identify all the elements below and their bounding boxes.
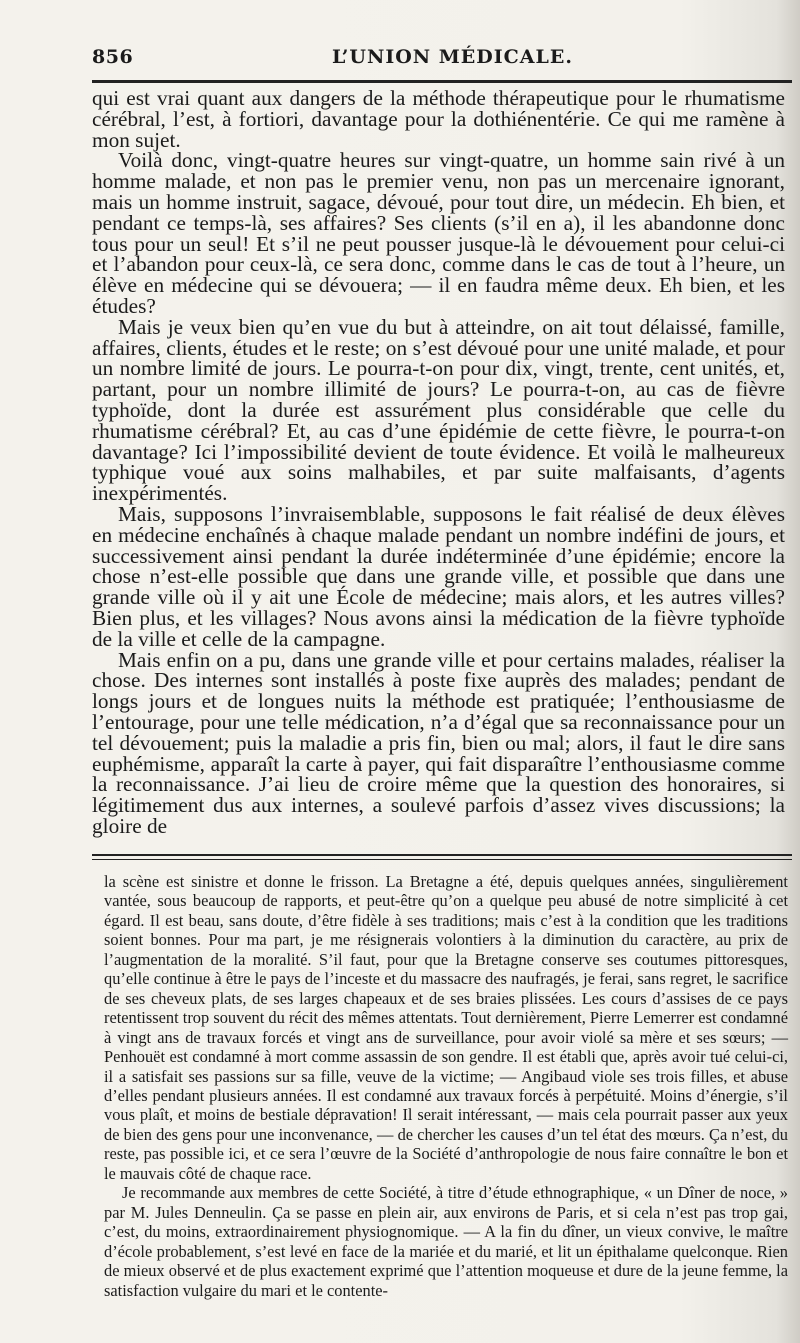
feuilleton-paragraph: Je recommande aux membres de cette Société, à titre d’étude ethnographique, « un Dîner de noce, » par M. Jules Denneulin. Ça se passe en plein air, aux environs de Paris, et si cela n’est pas trop gai, c’est, du moins, extraordinairement physiognomique. — A la fin du dîner, un vieux convive, le maître d’école probablement, s’est levé en face de la mariée et du marié, et lit un épithalame quelconque. Rien de mieux observé et de plus exactement exprimé que l’attention moqueuse et dure de la jeune femme, la satisfaction vulgaire du mari et le contente- xyxy=(104,1183,788,1300)
page-number: 856 xyxy=(92,46,134,68)
main-paragraph: Mais je veux bien qu’en vue du but à atteindre, on ait tout délaissé, famille, affaires, clients, études et le reste; on s’est dévoué pour une unité malade, et pour un nombre limité de jours. Le pourra-t-on pour dix, vingt, trente, cent unités, et, partant, pour un nombre illimité de jours? Le pourra-t-on, au cas de fièvre typhoïde, dont la durée est assurément plus considérable que celle du rhumatisme cérébral? Et, au cas d’une épidémie de cette fièvre, le pourra-t-on davantage? Ici l’impossibilité devient de toute évidence. Et voilà le malheureux typhique voué aux soins malhabiles, et par suite malfaisants, d’agents inexpérimentés. xyxy=(92,314,785,506)
main-paragraph: Mais enfin on a pu, dans une grande ville et pour certains malades, réaliser la chose. Des internes sont installés à poste fixe auprès des malades; pendant de longs jours et de longues nuits la méthode est pratiquée; l’enthousiasme de l’entourage, pour une telle médication, n’a d’égal que sa reconnaissance pour un tel dévouement; puis la maladie a pris fin, bien ou mal; alors, il faut le dire sans euphémisme, apparaît la carte à payer, qui fait disparaître l’enthousiasme comme la reconnaissance. J’ai lieu de croire même que la question des honoraires, si légitimement dus aux internes, a soulevé parfois d’assez vives discussions; la gloire de xyxy=(92,647,785,838)
running-title: L’UNION MÉDICALE. xyxy=(332,46,573,68)
footnote-separator-thin xyxy=(92,859,792,860)
footnote-separator xyxy=(92,854,792,856)
main-paragraph: Mais, supposons l’invraisemblable, supposons le fait réalisé de deux élèves en médecine enchaînés à chaque malade pendant un nombre indéfini de jours, et successivement ainsi pendant la durée indéterminée d’une épidémie; encore la chose n’est-elle possible que dans une grande ville, et possible que dans une grande ville où il y ait une École de médecine; mais alors, et les autres villes? Bien plus, et les villages? Nous avons ainsi la médication de la fièvre typhoïde de la ville et celle de la campagne. xyxy=(92,501,785,651)
main-text xyxy=(92,88,785,837)
feuilleton-text xyxy=(104,872,788,1300)
main-paragraph: Voilà donc, vingt-quatre heures sur vingt-quatre, un homme sain rivé à un homme malade, et non pas le premier venu, non pas un mercenaire ignorant, mais un homme instruit, sagace, dévoué, pour tout dire, un médecin. Eh bien, et pendant ce temps-là, ses affaires? Ses clients (s’il en a), il les abandonne donc tous pour un seul! Et s’il ne peut pousser jusque-là le dévouement pour celui-ci et l’abandon pour ceux-là, ce sera donc, comme dans le cas de tout à l’heure, un élève en médecine qui se dévouera; — il en faudra même deux. Eh bien, et les études? xyxy=(92,148,785,318)
main-paragraph: qui est vrai quant aux dangers de la méthode thérapeutique pour le rhumatisme cérébral, l’est, à fortiori, davantage pour la dothiénentérie. Ce qui me ramène à mon sujet. xyxy=(92,86,785,152)
feuilleton-paragraph: la scène est sinistre et donne le frisson. La Bretagne a été, depuis quelques années, singulièrement vantée, sous beaucoup de rapports, et peut-être qu’on a quelque peu abusé de notre simplicité à cet égard. Il est beau, sans doute, d’être fidèle à ses traditions; mais c’est à la condition que les traditions soient bonnes. Pour ma part, je me résignerais volontiers à la diminution du caractère, au prix de l’augmentation de la moralité. S’il faut, pour que la Bretagne conserve ses coutumes pittoresques, qu’elle continue à être le pays de l’inceste et du massacre des naufragés, je ferai, sans regret, le sacrifice de ses cheveux plats, de ses larges chapeaux et de ses braies plissées. Les cours d’assises de ce pays retentissent trop souvent du récit des mêmes attentats. Tout dernièrement, Pierre Lemerrer est condamné à vingt ans de travaux forcés et vingt ans de surveillance, pour avoir violé sa mère et ses sœurs; — Penhouët est condamné à mort comme assassin de son gendre. Il est établi que, après avoir tué celui-ci, il a satisfait ses passions sur sa fille, veuve de la victime; — Angibaud viole ses trois filles, et abuse d’elles pendant plusieurs années. Il est condamné aux travaux forcés à perpétuité. Moins d’énergie, s’il vous plaît, et moins de bestiale dépravation! Il serait intéressant, — mais cela pourrait passer aux yeux de bien des gens pour une inconvenance, — de chercher les causes d’un tel état des mœurs. Ça n’est, du reste, pas possible ici, et ce sera l’œuvre de la Société d’anthropologie de nous faire connaître le bon et le mauvais côté de chaque race. xyxy=(104,872,788,1183)
header-rule xyxy=(92,80,792,83)
page-header xyxy=(92,46,792,76)
